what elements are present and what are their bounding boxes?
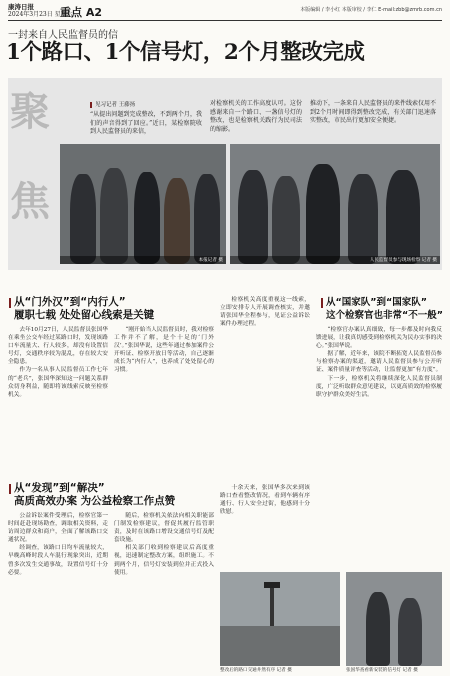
bottom-caption-2: 张国华查看新安装的信号灯 记者 摄 <box>346 668 418 673</box>
bottom-photo-1 <box>220 572 340 666</box>
section2-title: 从“发现”到“解决” 高质高效办案 为公益检察工作点赞 <box>14 482 175 508</box>
bottom-photo-2 <box>346 572 442 666</box>
intro-col-2: 对检察机关的工作高度认可。这份感谢来自一个路口、一盏信号灯的整改，也是检察机关践行为民司法的缩影。 <box>210 100 302 133</box>
section-marker <box>321 298 323 308</box>
section-marker <box>9 484 11 494</box>
bottom-caption-1: 整改后的路口交通井然有序 记者 摄 <box>220 668 292 673</box>
logo-name: 康涛日报 <box>8 3 34 11</box>
section1-col-1: 去年10月27日，人民监督员张国华在乘坐公交车经过某路口时，发现该路口车流量大、行人较多，却没有设置信号灯，交通秩序较为混乱，存在较大安全隐患。 作为一名从事人民监督员工作七年的“老兵”，张国华深知这一问题关系群众切身利益，随即将该线索反映至检察机关。 <box>8 327 108 398</box>
article-headline: 1个路口、1个信号灯，2个月整改完成 <box>6 40 365 65</box>
photo1-caption: 本报记者 摄 <box>60 256 226 264</box>
issue-date: 2024年3月23日 星期六 <box>8 11 73 18</box>
section2-col-1: 公益诉讼案件受理后，检察官第一时间赶赴现场勘查，调取相关资料，走访周边群众和商户，全面了解该路口交通状况。 经调查，该路口日均车流量较大，早晚高峰时段人车混行现象突出，近期曾多次发生交通事故，设置信号灯十分必要。 <box>8 513 108 576</box>
intro-col-3: 推动下，一条来自人民监督员的来件线索仅用不到2个月时间即得到整改完成，有关部门迅速落实整改，市民出行更加安全便捷。 <box>310 100 437 125</box>
header-rule <box>8 20 442 21</box>
section3-col-2: “检察官办案认真细致，每一步都及时向我反馈进展，让我真切感受到检察机关为民办实事的决心。”张国华说。 据了解，近年来，该院不断拓宽人民监督员参与检察办案的渠道，邀请人民监督员参与公开听证、案件质量评查等活动，让监督更加“有力度”。 下一步，检察机关将继续深化人民监督员制度，广泛听取群众意见建议，以更高质效的检察履职守护群众美好生活。 <box>316 327 442 398</box>
section3-title: 从“国家队”到“国家队” 这个检察官也非常“不一般” <box>326 296 443 322</box>
photo2-caption: 人民监督员参与现场检察 记者 摄 <box>230 256 440 264</box>
section1-title: 从“门外汉”到“内行人” 履职七载 处处留心线索是关键 <box>14 296 154 322</box>
section1-col-3: 检察机关高度重视这一线索，立即安排专人开展调查核实，并邀请张国华全程参与，见证公益诉讼案件办理过程。 <box>220 297 310 328</box>
article-kicker: 一封来自人民监督员的信 <box>8 30 118 41</box>
vertical-char-1: 聚 <box>10 88 50 135</box>
section-marker <box>9 298 11 308</box>
feature-photo-1 <box>60 144 226 264</box>
section2-col-2: 随后，检察机关依法向相关职能部门制发检察建议，督促其履行监管职责，及时在该路口增设交通信号灯及配套设施。 相关部门收到检察建议后高度重视，迅速制定整改方案，组织施工。不到两个月，信号灯安装到位并正式投入使用。 <box>114 513 214 576</box>
section3-col-1: 十余天来，张国华多次来到该路口查看整改情况，看到车辆有序通行、行人安全过街，他感到十分欣慰。 <box>220 485 310 516</box>
editor-credits: 本版编辑 / 李小红 本版审校 / 李仁 E-mail:zbb@zmrb.com.cn <box>300 7 442 13</box>
byline: 见习记者 王藤扬 <box>90 100 135 108</box>
section-tag: 重点 A2 <box>60 6 102 19</box>
page-header <box>8 4 442 20</box>
section1-col-2: “刚开始当人民监督员时，我对检察工作并不了解，是个十足的‘门外汉’。”张国华说，这些年通过参加案件公开听证、检察开放日等活动，自己逐渐成长为“内行人”，也养成了处处留心的习惯。 <box>114 327 214 374</box>
byline-marker <box>90 102 92 108</box>
vertical-char-2: 焦 <box>10 178 50 225</box>
feature-photo-2 <box>230 144 440 264</box>
intro-col-1: “从提出问题到完成整改，不到两个月，我们的声音得到了回应。”近日，某检察院收到人民监督员的来信， <box>90 111 202 136</box>
